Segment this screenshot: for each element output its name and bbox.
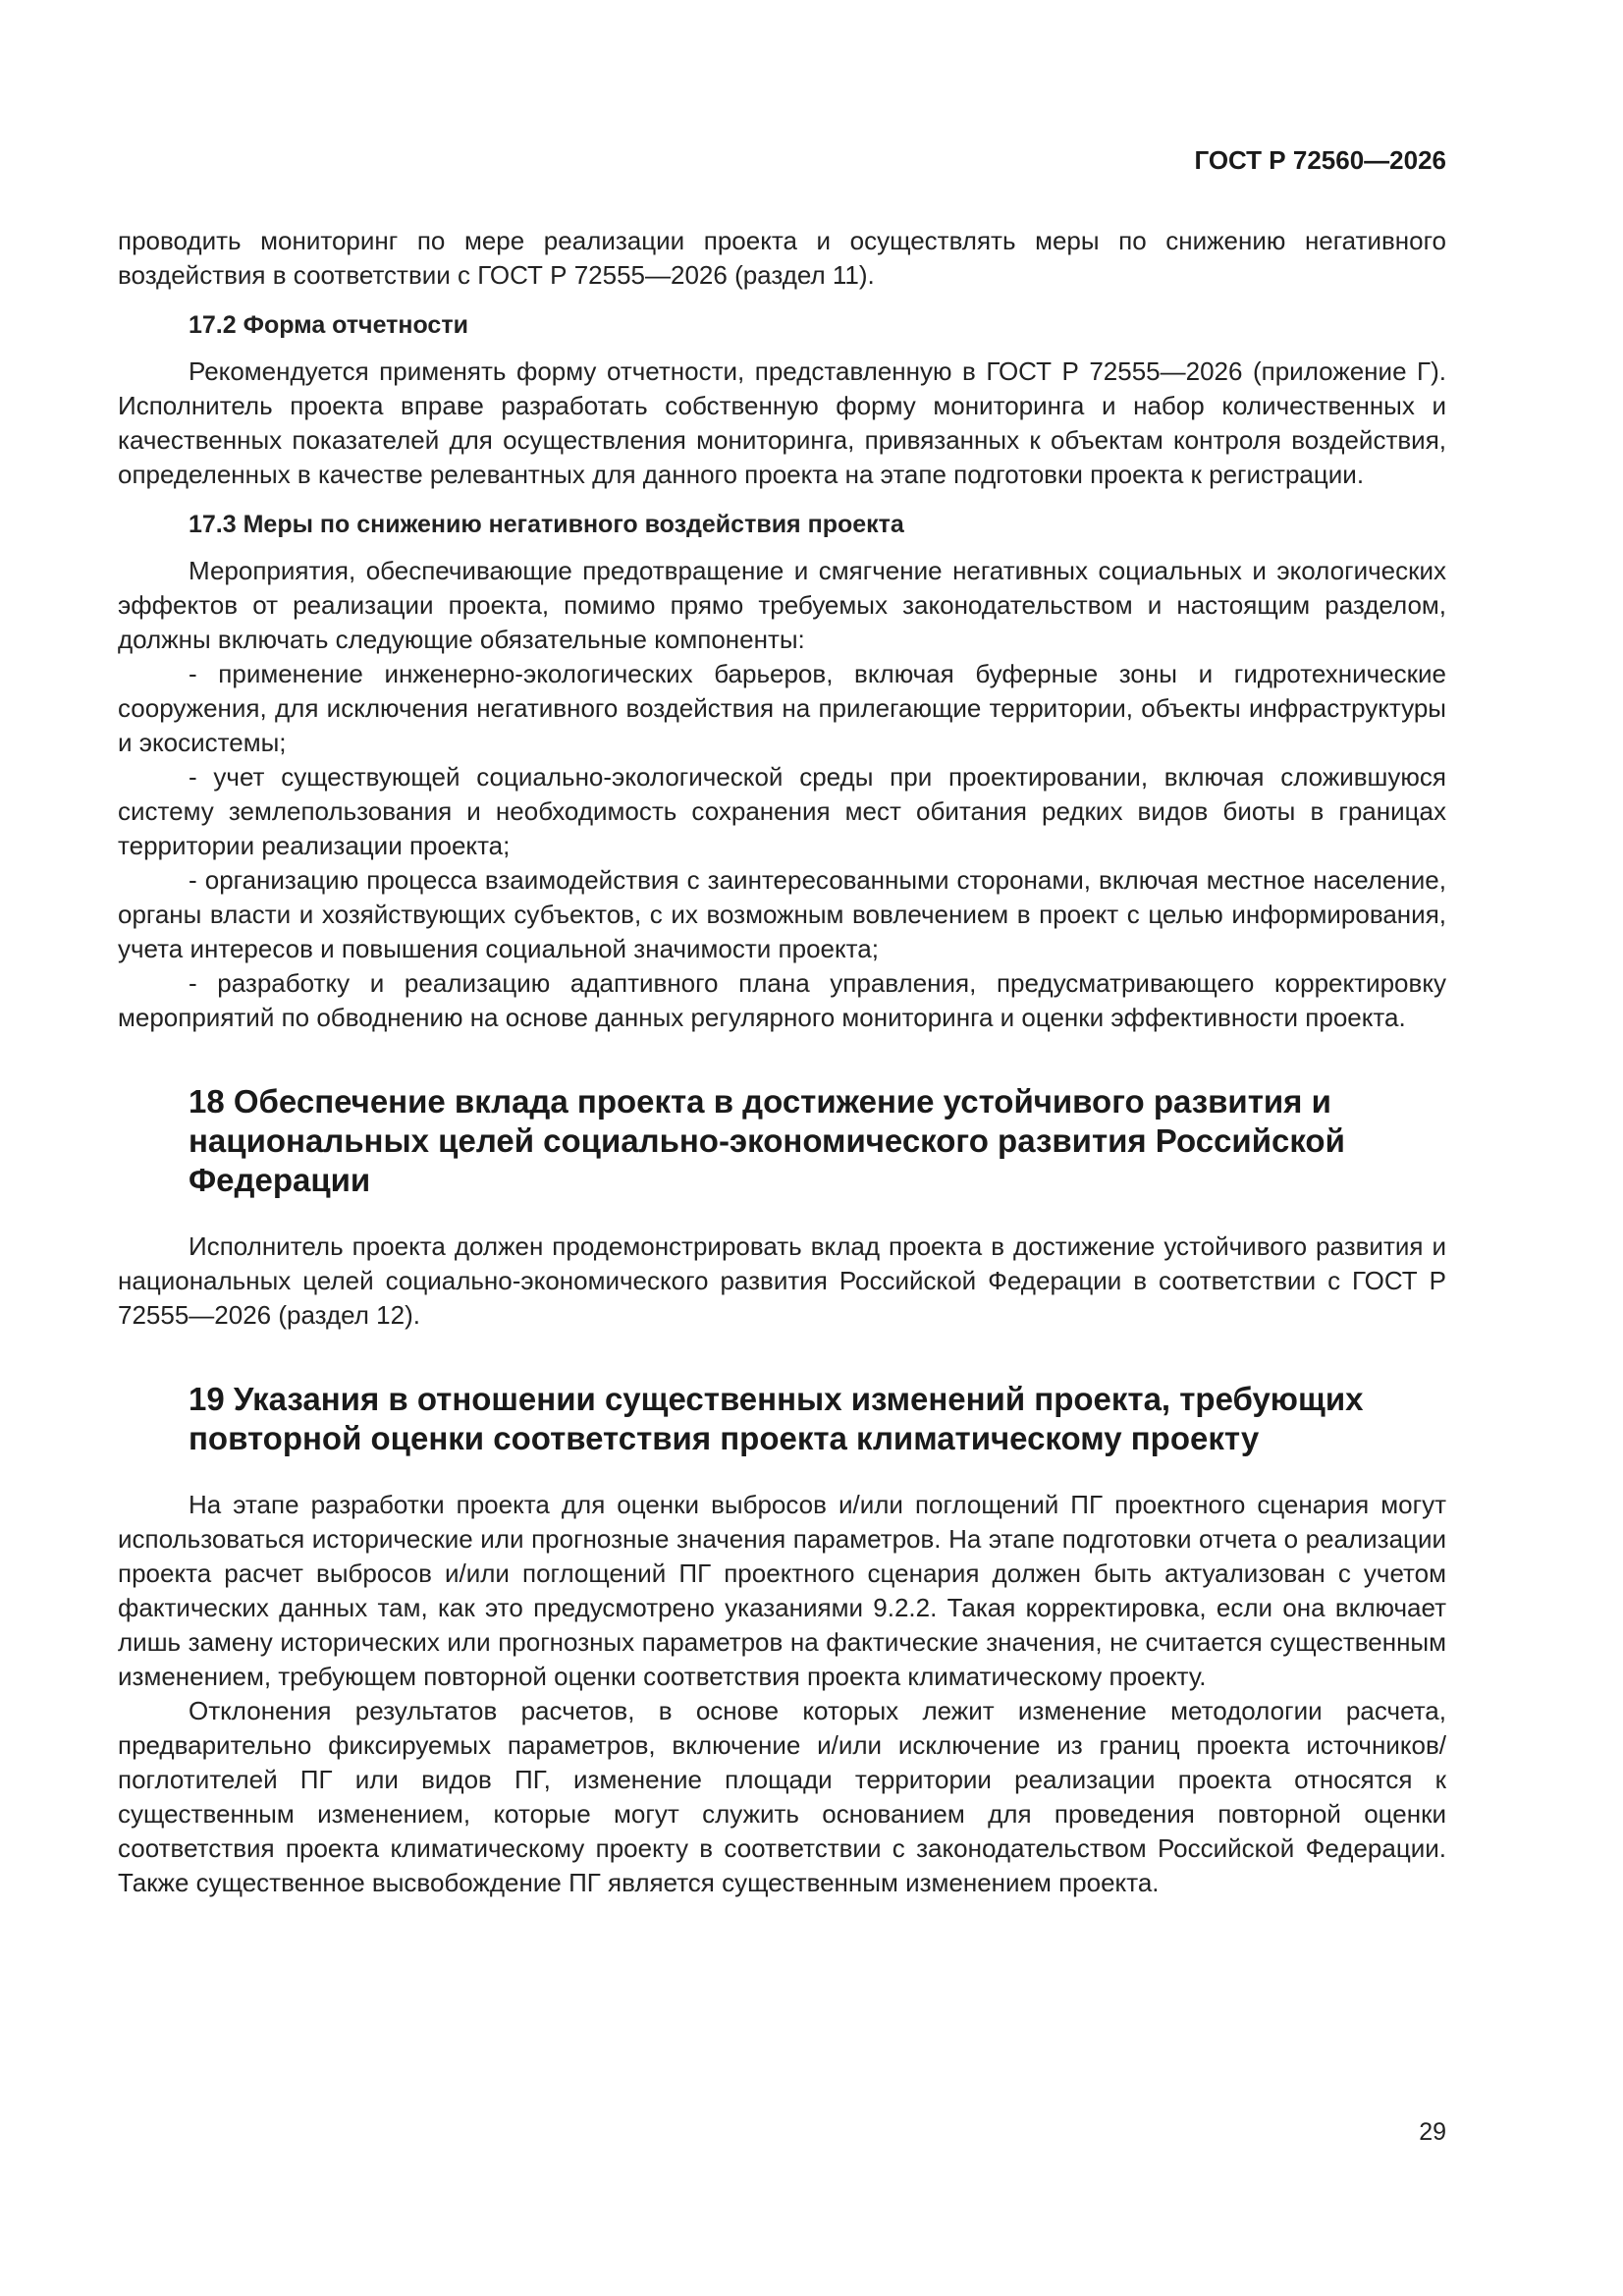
subsection-17-2-title: 17.2 Форма отчетности	[189, 311, 468, 339]
document-code: ГОСТ Р 72560—2026	[1194, 145, 1446, 175]
subsection-17-2-text: Рекомендуется применять форму отчетности, представленную в ГОСТ Р 72555—2026 (приложение Г). Исполнитель проекта вправе разработать собственную форму мониторинга и набор количественных и качественных показателей для осуществления мониторинга, привязанных к объектам контроля воздействия, определенных в качестве релевантных для данного проекта на этапе подготовки проекта к регистрации.	[118, 356, 1446, 489]
list-item: - организацию процесса взаимодействия с заинтересованными сторонами, включая местное население, органы власти и хозяйствующих субъектов, с их возможным вовлечением в проект с целью информирования, учета интересов и повышения социальной значимости проекта;	[118, 865, 1446, 963]
list-item: - учет существующей социально-экологической среды при проектировании, включая сложившуюся систему землепользования и необходимость сохранения мест обитания редких видов биоты в границах территории реализации проекта;	[118, 762, 1446, 860]
document-body	[118, 224, 1446, 1900]
section-19-paragraph-1: На этапе разработки проекта для оценки выбросов и/или поглощений ПГ проектного сценария могут использоваться исторические или прогнозные значения параметров. На этапе подготовки отчета о реализации проекта расчет выбросов и/или поглощений ПГ проектного сценария должен быть актуализован с учетом фактических данных там, как это предусмотрено указаниями 9.2.2. Такая корректировка, если она включает лишь замену исторических или прогнозных параметров на фактические значения, не считается существенным изменением, требующем повторной оценки соответствия проекта климатическому проекту.	[118, 1490, 1446, 1691]
list-item: - применение инженерно-экологических барьеров, включая буферные зоны и гидротехнические сооружения, для исключения негативного воздействия на прилегающие территории, объекты инфраструктуры и экосистемы;	[118, 659, 1446, 757]
subsection-17-3-text: Мероприятия, обеспечивающие предотвращение и смягчение негативных социальных и экологических эффектов от реализации проекта, помимо прямо требуемых законодательством и настоящим разделом, должны включать следующие обязательные компоненты:	[118, 556, 1446, 654]
section-19-title: 19 Указания в отношении существенных изменений проекта, требующих повторной оценки соответствия проекта климатическому проекту	[189, 1381, 1364, 1456]
section-18-text: Исполнитель проекта должен продемонстрировать вклад проекта в достижение устойчивого развития и национальных целей социально-экономического развития Российской Федерации в соответствии с ГОСТ Р 72555—2026 (раздел 12).	[118, 1231, 1446, 1330]
subsection-17-3-title: 17.3 Меры по снижению негативного воздействия проекта	[189, 511, 904, 538]
page-number: 29	[1419, 2118, 1446, 2146]
list-item: - разработку и реализацию адаптивного плана управления, предусматривающего корректировку мероприятий по обводнению на основе данных регулярного мониторинга и оценки эффективности проекта.	[118, 968, 1446, 1032]
intro-paragraph: проводить мониторинг по мере реализации проекта и осуществлять меры по снижению негативного воздействия в соответствии с ГОСТ Р 72555—2026 (раздел 11).	[118, 226, 1446, 290]
section-19-paragraph-2: Отклонения результатов расчетов, в основе которых лежит изменение методологии расчета, предварительно фиксируемых параметров, включение и/или исключение из границ проекта источников/поглотителей ПГ или видов ПГ, изменение площади территории реализации проекта относятся к существенным изменением, которые могут служить основанием для проведения повторной оценки соответствия проекта климатическому проекту в соответствии с законодательством Российской Федерации. Также существенное высвобождение ПГ является существенным изменением проекта.	[118, 1696, 1446, 1897]
section-18-title: 18 Обеспечение вклада проекта в достижение устойчивого развития и национальных целей социально-экономического развития Российской Федерации	[189, 1083, 1345, 1198]
